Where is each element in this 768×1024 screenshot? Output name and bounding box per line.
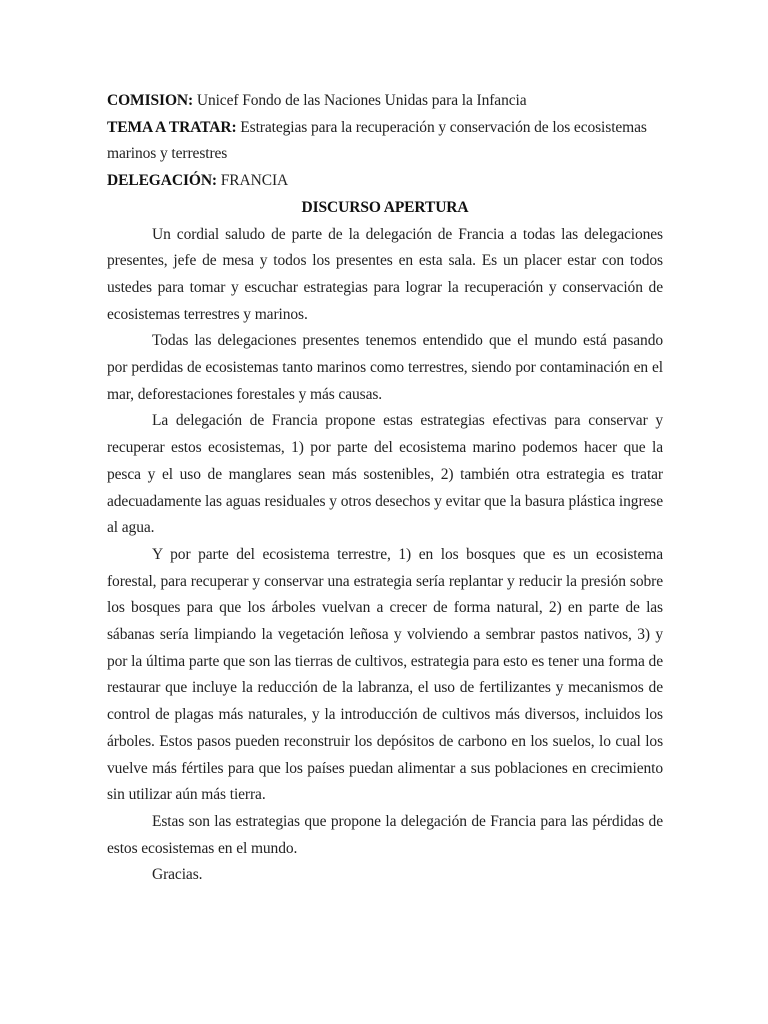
topic-line bbox=[107, 115, 663, 168]
delegation-value: FRANCIA bbox=[220, 172, 289, 190]
paragraph-terrestrial-strategies: Y por parte del ecosistema terrestre, 1) en los bosques que es un ecosistema forestal, para recuperar y conservar una estrategia sería replantar y reducir la presión sobre los bosques para que los árboles vuelvan a crecer de forma natural, 2) en parte de las sábanas sería limpiando la vegetación leñosa y volviendo a sembrar pastos nativos, 3) y por la última parte que son las tierras de cultivos, estrategia para esto es tener una forma de restaurar que incluye la reducción de la labranza, el uso de fertilizantes y mecanismos de control de plagas más naturales, y la introducción de cultivos más diversos, incluidos los árboles. Estos pasos pueden reconstruir los depósitos de carbono en los suelos, lo cual los vuelve más fértiles para que los países puedan alimentar a sus poblaciones en crecimiento sin utilizar aún más tierra. bbox=[107, 545, 663, 804]
topic-value: Estrategias para la recuperación y conservación de los ecosistemas marinos y terrestres bbox=[107, 118, 647, 163]
paragraph-marine-strategies: La delegación de Francia propone estas estrategias efectivas para conservar y recuperar estos ecosistemas, 1) por parte del ecosistema marino podemos hacer que la pesca y el uso de manglares sean más sostenibles, 2) también otra estrategia es tratar adecuadamente las aguas residuales y otros desechos y evitar que la basura plástica ingrese al agua. bbox=[107, 412, 663, 537]
paragraph-greeting: Un cordial saludo de parte de la delegación de Francia a todas las delegaciones presentes, jefe de mesa y todos los presentes en esta sala. Es un placer estar con todos ustedes para tomar y escuchar estrategias para lograr la recuperación y conservación de ecosistemas terrestres y marinos. bbox=[107, 225, 663, 323]
document-body bbox=[107, 88, 663, 889]
delegation-label: DELEGACIÓN: bbox=[107, 172, 217, 190]
commission-label: COMISION: bbox=[107, 92, 194, 109]
delegation-line bbox=[107, 168, 663, 195]
closing-thanks: Gracias. bbox=[152, 866, 203, 884]
speech-title: DISCURSO APERTURA bbox=[301, 198, 469, 216]
commission-value: Unicef Fondo de las Naciones Unidas para la Infancia bbox=[196, 92, 527, 109]
commission-line bbox=[107, 88, 663, 115]
topic-label: TEMA A TRATAR: bbox=[107, 118, 237, 136]
paragraph-conclusion: Estas son las estrategias que propone la delegación de Francia para las pérdidas de estos ecosistemas en el mundo. bbox=[107, 812, 663, 857]
paragraph-context: Todas las delegaciones presentes tenemos entendido que el mundo está pasando por perdidas de ecosistemas tanto marinos como terrestres, siendo por contaminación en el mar, deforestaciones forestales y más causas. bbox=[107, 332, 663, 403]
